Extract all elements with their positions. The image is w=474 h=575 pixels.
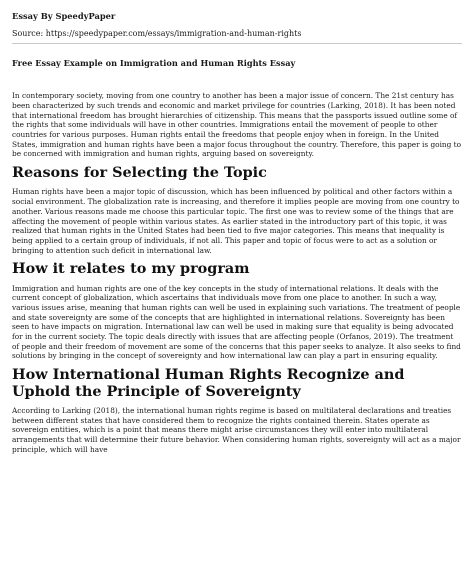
section-heading-program: How it relates to my program [12, 260, 250, 278]
section-paragraph-program: Immigration and human rights are one of the key concepts in the study of international relations. It deals with the current concept of globalization, which ascertains that individuals move from one place to another. In such a way, various issues arise, meaning that human rights can well be used in explaining such variations. The treatment of people and state sovereignty are some of the concepts that are highlighted in international relations. Sovereignty has been seen to have impacts on migration. International law can well be used in making sure that equality is being advocated for in the current society. The topic deals directly with issues that are affecting people (Orfanos, 2019). The treatment of people and their freedom of movement are some of the concerns that this paper seeks to analyze. It also seeks to find solutions by bringing in the concept of sovereignty and how international law can play a part in ensuring equality. [12, 283, 461, 361]
section-paragraph-sovereignty: According to Larking (2018), the international human rights regime is based on multilateral declarations and treaties between different states that have considered them to recognize the rights contained therein. States operate as sovereign entities, which is a point that means there might arise circumstances they will enter into multilateral arrangements that will determine their future behavior. When considering human rights, sovereignty will act as a major principle, which will have [12, 406, 461, 454]
site-title: Essay By SpeedyPaper [12, 11, 116, 21]
document-title: Free Essay Example on Immigration and Human Rights Essay [12, 57, 296, 68]
section-heading-sovereignty: How International Human Rights Recognize and Uphold the Principle of Sovereignty [12, 366, 405, 400]
source-url[interactable]: Source: https://speedypaper.com/essays/immigration-and-human-rights [12, 28, 302, 38]
intro-paragraph: In contemporary society, moving from one country to another has been a major issue of concern. The 21st century has been characterized by such trends and economic and market privilege for countries (Larking, 2018). It has been noted that international freedom has brought hierarchies of citizenship. This means that the passports issued outline some of the rights that some individuals will have in other countries. Immigrations entail the movement of people to other countries for various purposes. Human rights entail the freedoms that people enjoy when in foreign. In the United States, immigration and human rights have been a major focus throughout the country. Therefore, this paper is going to be concerned with immigration and human rights, arguing based on sovereignty. [12, 91, 462, 159]
section-heading-reasons: Reasons for Selecting the Topic [12, 164, 267, 182]
section-paragraph-reasons: Human rights have been a major topic of discussion, which has been influenced by political and other factors within a social environment. The globalization rate is increasing, and therefore it implies people are moving from one country to another. Various reasons made me choose this particular topic. The first one was to review some of the things that are affecting the movement of people within various states. As earlier stated in the introductory part of this topic, it was realized that human rights in the United States had been tied to five major categories. This means that inequality is being applied to a certain group of individuals, if not all. This paper and topic of focus were to act as a solution or bringing to attention such deficit in international law. [12, 187, 460, 255]
header-divider [12, 43, 462, 44]
